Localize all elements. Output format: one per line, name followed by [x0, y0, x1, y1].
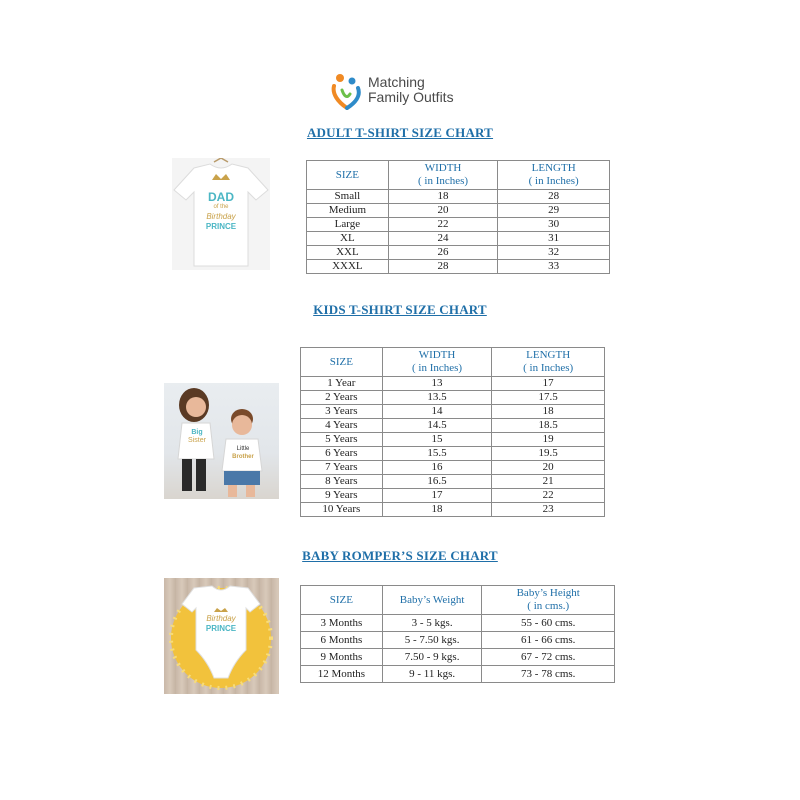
- brand-name: Matching Family Outfits: [368, 74, 454, 105]
- column-header: Baby’s Weight: [382, 586, 482, 615]
- table-cell: Medium: [307, 204, 389, 218]
- baby-size-table: [300, 585, 615, 683]
- table-cell: 4 Years: [301, 419, 383, 433]
- table-cell: 3 Years: [301, 405, 383, 419]
- table-cell: 23: [492, 503, 605, 517]
- column-header: WIDTH ( in Inches): [382, 348, 492, 377]
- table-cell: 19.5: [492, 447, 605, 461]
- kids-size-table: [300, 347, 605, 517]
- table-cell: 1 Year: [301, 377, 383, 391]
- table-cell: 5 Years: [301, 433, 383, 447]
- table-cell: 22: [388, 218, 498, 232]
- shirt-print-line: Sister: [188, 437, 206, 444]
- table-row: [301, 447, 605, 461]
- table-row: [301, 377, 605, 391]
- table-row: [301, 503, 605, 517]
- shirt-print-line: Little: [236, 446, 250, 452]
- brand-logo[interactable]: [330, 72, 490, 112]
- romper-print-line: Birthday: [206, 614, 236, 623]
- table-cell: 20: [492, 461, 605, 475]
- table-cell: 17: [492, 377, 605, 391]
- table-cell: 18.5: [492, 419, 605, 433]
- table-cell: 24: [388, 232, 498, 246]
- table-cell: 21: [492, 475, 605, 489]
- table-row: [301, 405, 605, 419]
- column-header: LENGTH ( in Inches): [498, 161, 610, 190]
- table-cell: 9 Months: [301, 649, 383, 666]
- table-cell: 67 - 72 cms.: [482, 649, 615, 666]
- table-cell: 15: [382, 433, 492, 447]
- table-cell: Small: [307, 190, 389, 204]
- table-cell: 22: [492, 489, 605, 503]
- table-cell: 10 Years: [301, 503, 383, 517]
- table-row: [307, 218, 610, 232]
- table-cell: XXXL: [307, 260, 389, 274]
- table-cell: 31: [498, 232, 610, 246]
- table-row: [301, 489, 605, 503]
- table-cell: 61 - 66 cms.: [482, 632, 615, 649]
- table-row: [301, 419, 605, 433]
- table-row: [301, 649, 615, 666]
- table-cell: 12 Months: [301, 666, 383, 683]
- table-cell: 15.5: [382, 447, 492, 461]
- table-row: [307, 204, 610, 218]
- table-cell: 7.50 - 9 kgs.: [382, 649, 482, 666]
- table-row: [301, 666, 615, 683]
- adult-tshirt-photo: [172, 158, 270, 270]
- table-cell: 26: [388, 246, 498, 260]
- table-cell: 28: [498, 190, 610, 204]
- kids-tshirt-photo: [164, 383, 279, 499]
- table-cell: 18: [492, 405, 605, 419]
- table-row: [301, 632, 615, 649]
- table-cell: 3 Months: [301, 615, 383, 632]
- table-cell: 20: [388, 204, 498, 218]
- table-cell: 9 Years: [301, 489, 383, 503]
- shirt-print-line: Brother: [232, 454, 254, 460]
- table-cell: 14: [382, 405, 492, 419]
- table-cell: 33: [498, 260, 610, 274]
- table-cell: XL: [307, 232, 389, 246]
- table-header-row: [301, 586, 615, 615]
- table-cell: 14.5: [382, 419, 492, 433]
- column-header: LENGTH ( in Inches): [492, 348, 605, 377]
- table-cell: 3 - 5 kgs.: [382, 615, 482, 632]
- table-header-row: [307, 161, 610, 190]
- shirt-print-line: of the: [213, 204, 229, 210]
- adult-size-table: [306, 160, 610, 274]
- table-cell: 19: [492, 433, 605, 447]
- shirt-print-line: DAD: [208, 190, 234, 204]
- table-cell: XXL: [307, 246, 389, 260]
- table-cell: 28: [388, 260, 498, 274]
- baby-chart-title: BABY ROMPER’S SIZE CHART: [302, 548, 498, 563]
- table-row: [301, 461, 605, 475]
- table-row: [307, 232, 610, 246]
- table-row: [301, 433, 605, 447]
- table-cell: 18: [388, 190, 498, 204]
- table-cell: Large: [307, 218, 389, 232]
- table-cell: 16: [382, 461, 492, 475]
- table-header-row: [301, 348, 605, 377]
- table-cell: 9 - 11 kgs.: [382, 666, 482, 683]
- table-row: [301, 615, 615, 632]
- table-cell: 6 Months: [301, 632, 383, 649]
- shirt-print-line: PRINCE: [205, 222, 237, 231]
- column-header: WIDTH ( in Inches): [388, 161, 498, 190]
- table-cell: 17: [382, 489, 492, 503]
- table-cell: 73 - 78 cms.: [482, 666, 615, 683]
- table-cell: 32: [498, 246, 610, 260]
- column-header: SIZE: [301, 348, 383, 377]
- table-row: [307, 260, 610, 274]
- family-heart-icon: [330, 72, 364, 110]
- table-cell: 5 - 7.50 kgs.: [382, 632, 482, 649]
- table-row: [307, 246, 610, 260]
- table-row: [301, 475, 605, 489]
- table-cell: 2 Years: [301, 391, 383, 405]
- column-header: SIZE: [301, 586, 383, 615]
- shirt-print-line: Birthday: [206, 212, 236, 221]
- table-cell: 29: [498, 204, 610, 218]
- table-cell: 7 Years: [301, 461, 383, 475]
- table-cell: 6 Years: [301, 447, 383, 461]
- column-header: Baby’s Height ( in cms.): [482, 586, 615, 615]
- table-cell: 55 - 60 cms.: [482, 615, 615, 632]
- table-row: [301, 391, 605, 405]
- table-row: [307, 190, 610, 204]
- table-cell: 13.5: [382, 391, 492, 405]
- table-cell: 8 Years: [301, 475, 383, 489]
- kids-chart-title: KIDS T-SHIRT SIZE CHART: [313, 302, 487, 317]
- table-cell: 17.5: [492, 391, 605, 405]
- column-header: SIZE: [307, 161, 389, 190]
- table-cell: 30: [498, 218, 610, 232]
- table-cell: 13: [382, 377, 492, 391]
- table-cell: 16.5: [382, 475, 492, 489]
- baby-romper-photo: [164, 578, 279, 694]
- shirt-print-line: Big: [191, 429, 203, 436]
- adult-chart-title: ADULT T-SHIRT SIZE CHART: [306, 125, 494, 140]
- table-cell: 18: [382, 503, 492, 517]
- romper-print-line: PRINCE: [205, 624, 237, 633]
